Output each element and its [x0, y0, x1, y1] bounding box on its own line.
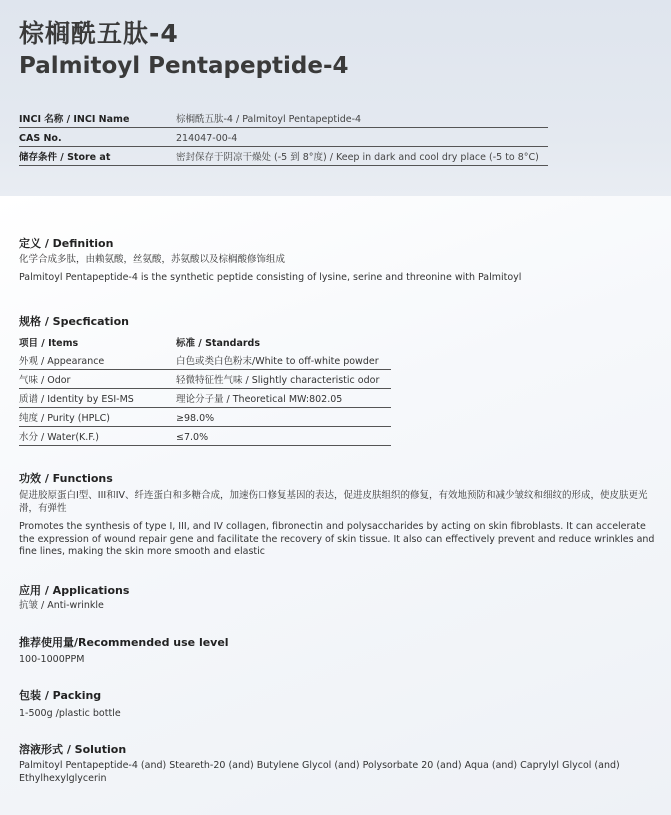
inci-label: CAS No. — [19, 133, 62, 144]
functions-en: Promotes the synthesis of type I, III, and IV collagen, fibronectin and polysaccharides by acting on skin fibroblasts. It can accelerate the expression of wound repair gene and facilitate the recovery of skin tissue. It also can effectively prevent and reduce wrinkles and fine lines, making the skin more smooth and elastic — [19, 521, 655, 557]
spec-item: 纯度 / Purity (HPLC) — [19, 413, 110, 424]
solution-text: Palmitoyl Pentapeptide-4 (and) Steareth-20 (and) Butylene Glycol (and) Polysorbate 20 (and) Aqua (and) Caprylyl Glycol (and) Ethylhexylglycerin — [19, 760, 620, 784]
specification-table — [19, 334, 391, 447]
inci-label: INCI 名称 / INCI Name — [19, 114, 130, 125]
inci-row-name — [19, 110, 548, 128]
definition-heading: 定义 / Definition — [19, 237, 114, 250]
use-level-text: 100-1000PPM — [19, 654, 85, 665]
spec-header-row — [19, 334, 391, 351]
inci-table — [19, 110, 548, 167]
inci-row-cas — [19, 129, 548, 147]
spec-standard: ≤7.0% — [176, 432, 209, 443]
packing-text: 1-500g /plastic bottle — [19, 708, 121, 719]
table-row — [19, 371, 391, 389]
spec-item: 气味 / Odor — [19, 375, 71, 386]
applications-text: 抗皱 / Anti-wrinkle — [19, 600, 104, 611]
inci-value: 棕榈酰五肽-4 / Palmitoyl Pentapeptide-4 — [176, 114, 362, 125]
table-row — [19, 352, 391, 370]
spec-item: 质谱 / Identity by ESI-MS — [19, 394, 134, 405]
inci-label: 储存条件 / Store at — [19, 152, 111, 163]
use-level-heading: 推荐使用量/Recommended use level — [19, 636, 229, 649]
functions-cn: 促进胶原蛋白I型、III和IV、纤连蛋白和多糖合成，加速伤口修复基因的表达，促进皮肤组织的修复，有效地预防和减少皱纹和细纹的形成，使皮肤更光滑，有弹性 — [19, 490, 648, 514]
spec-col-items: 项目 / Items — [19, 338, 79, 349]
definition-en: Palmitoyl Pentapeptide-4 is the synthetic peptide consisting of lysine, serine and threonine with Palmitoyl — [19, 272, 522, 283]
inci-value: 密封保存于阴凉干燥处 (-5 到 8°度) / Keep in dark and cool dry place (-5 to 8°C) — [176, 152, 539, 163]
inci-row-store — [19, 148, 548, 166]
title-english: Palmitoyl Pentapeptide-4 — [19, 53, 349, 79]
spec-item: 水分 / Water(K.F.) — [19, 432, 99, 443]
title-chinese: 棕榈酰五肽-4 — [19, 19, 179, 48]
spec-standard: 白色或类白色粉末/White to off-white powder — [176, 356, 379, 367]
spec-standard: ≥98.0% — [176, 413, 215, 424]
functions-heading: 功效 / Functions — [19, 472, 113, 485]
spec-col-standards: 标准 / Standards — [176, 338, 260, 349]
spec-standard: 理论分子量 / Theoretical MW:802.05 — [176, 394, 343, 405]
specification-heading: 规格 / Specfication — [19, 315, 129, 328]
applications-heading: 应用 / Applications — [19, 584, 130, 597]
definition-cn: 化学合成多肽，由赖氨酸，丝氨酸，苏氨酸以及棕榈酸修饰组成 — [19, 254, 286, 265]
table-row — [19, 428, 391, 446]
solution-heading: 溶液形式 / Solution — [19, 743, 127, 756]
inci-value: 214047-00-4 — [176, 133, 238, 144]
spec-standard: 轻微特征性气味 / Slightly characteristic odor — [176, 375, 380, 386]
packing-heading: 包装 / Packing — [19, 689, 102, 702]
table-row — [19, 409, 391, 427]
spec-item: 外观 / Appearance — [19, 356, 105, 367]
table-row — [19, 390, 391, 408]
